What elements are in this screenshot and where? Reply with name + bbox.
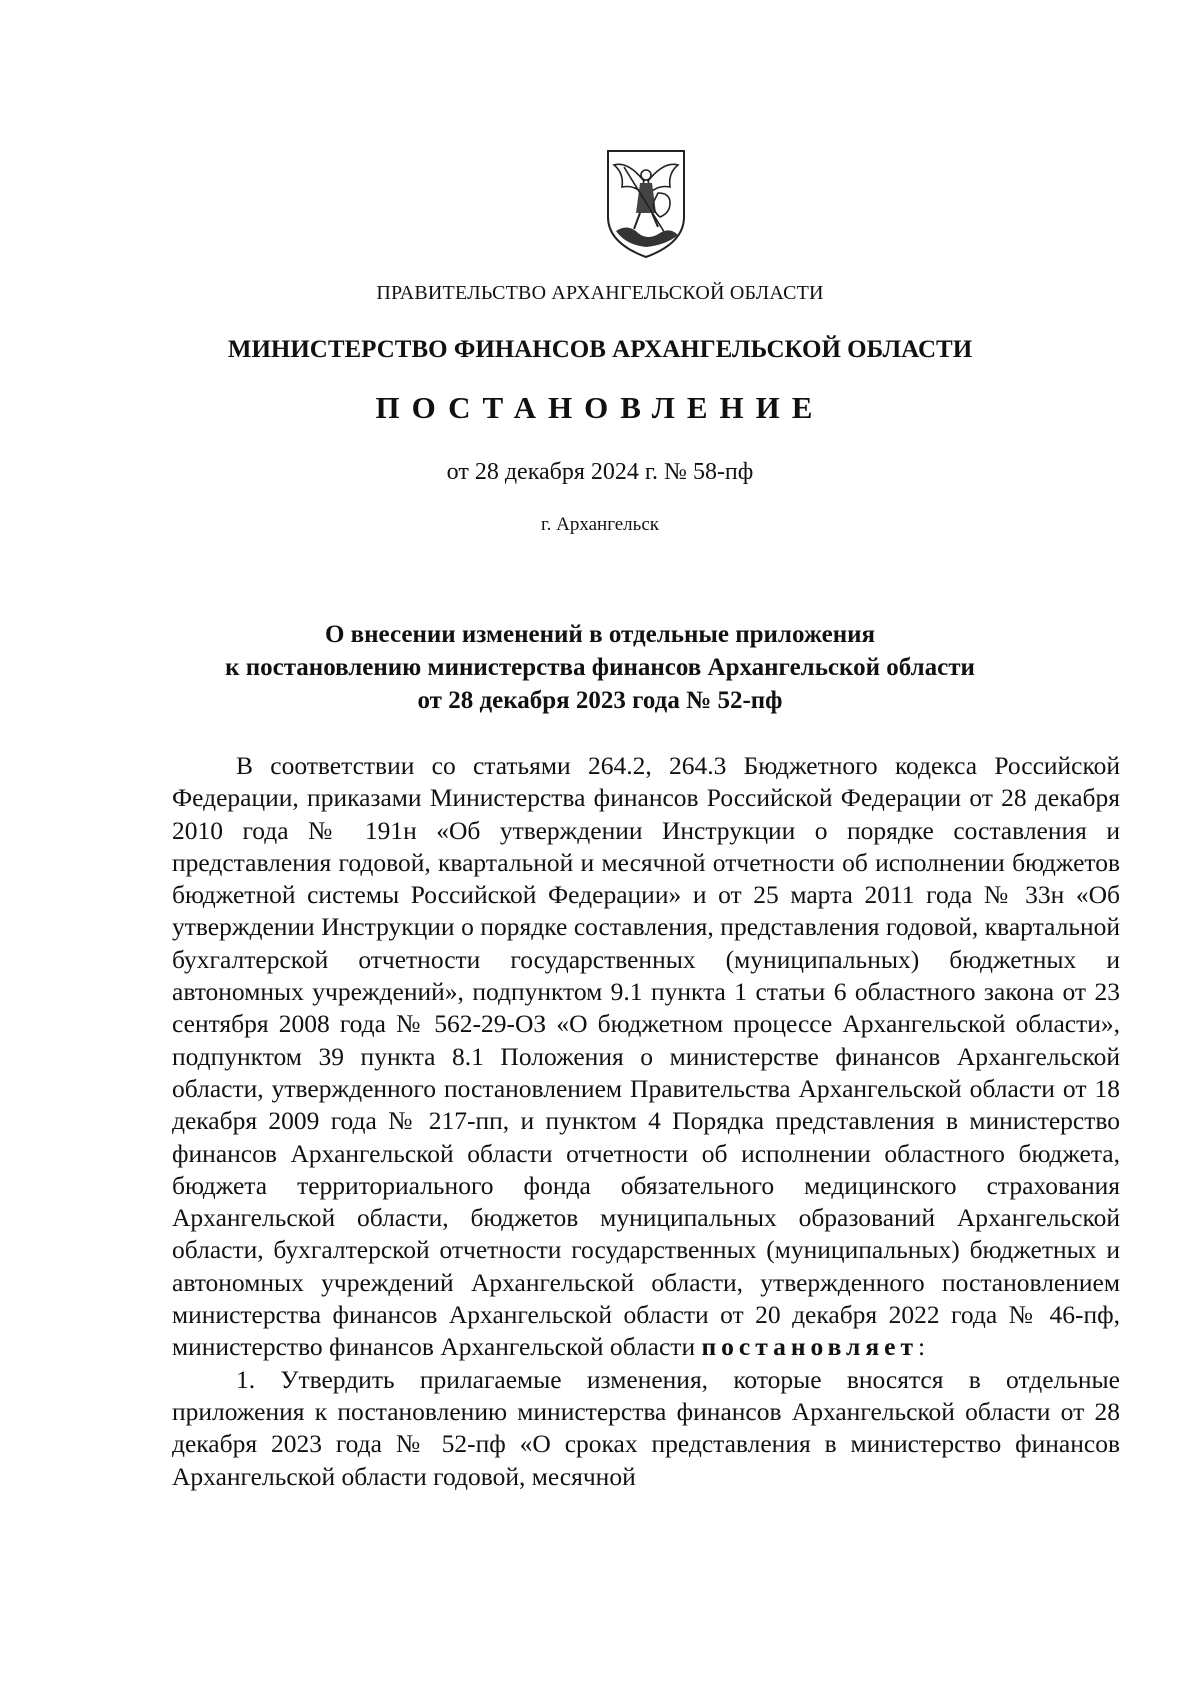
paragraph-preamble — [172, 750, 1120, 1364]
city: г. Архангельск — [540, 514, 659, 535]
ministry-heading: МИНИСТЕРСТВО ФИНАНСОВ АРХАНГЕЛЬСКОЙ ОБЛАСТИ — [227, 336, 973, 363]
coat-of-arms-icon — [604, 147, 688, 259]
government-heading: ПРАВИТЕЛЬСТВО АРХАНГЕЛЬСКОЙ ОБЛАСТИ — [376, 282, 824, 304]
resolves-word: постановляет — [701, 1332, 919, 1362]
preamble-text: В соответствии со статьями 264.2, 264.3 Бюджетного кодекса Российской Федерации, приказами Министерства финансов Российской Федерации от 28 декабря 2010 года № 191н «Об утверждении Инструкции о порядке составления и представления годовой, квартальной и месячной отчетности об исполнении бюджетов бюджетной системы Российской Федерации» и от 25 марта 2011 года № 33н «Об утверждении Инструкции о порядке составления, представления годовой, квартальной бухгалтерской отчетности государственных (муниципальных) бюджетных и автономных учреждений», подпунктом 9.1 пункта 1 статьи 6 областного закона от 23 сентября 2008 года № 562-29-ОЗ «О бюджетном процессе Архангельской области», подпунктом 39 пункта 8.1 Положения о министерстве финансов Архангельской области, утвержденного постановлением Правительства Архангельской области от 18 декабря 2009 года № 217-пп, и пунктом 4 Порядка представления в министерство финансов Архангельской области отчетности об исполнении областного бюджета, бюджета территориального фонда обязательного медицинского страхования Архангельской области, бюджетов муниципальных образований Архангельской области, бухгалтерской отчетности государственных (муниципальных) бюджетных и автономных учреждений Архангельской области, утвержденного постановлением министерства финансов Архангельской области от 20 декабря 2022 года № 46-пф, министерство финансов Архангельской области — [172, 751, 1120, 1362]
title-line: от 28 декабря 2023 года № 52-пф — [417, 687, 783, 714]
title-line: к постановлению министерства финансов Архангельской области — [225, 654, 975, 681]
document-title — [150, 618, 1050, 717]
document-type: ПОСТАНОВЛЕНИЕ — [375, 390, 825, 425]
document-body — [172, 750, 1120, 1493]
title-line: О внесении изменений в отдельные приложения — [324, 621, 876, 648]
paragraph-item-1: 1. Утвердить прилагаемые изменения, которые вносятся в отдельные приложения к постановлению министерства финансов Архангельской области от 28 декабря 2023 года № 52-пф «О сроках представления в министерство финансов Архангельской области годовой, месячной — [172, 1364, 1120, 1491]
preamble-colon: : — [918, 1332, 926, 1362]
date-and-number: от 28 декабря 2024 г. № 58-пф — [446, 459, 754, 485]
